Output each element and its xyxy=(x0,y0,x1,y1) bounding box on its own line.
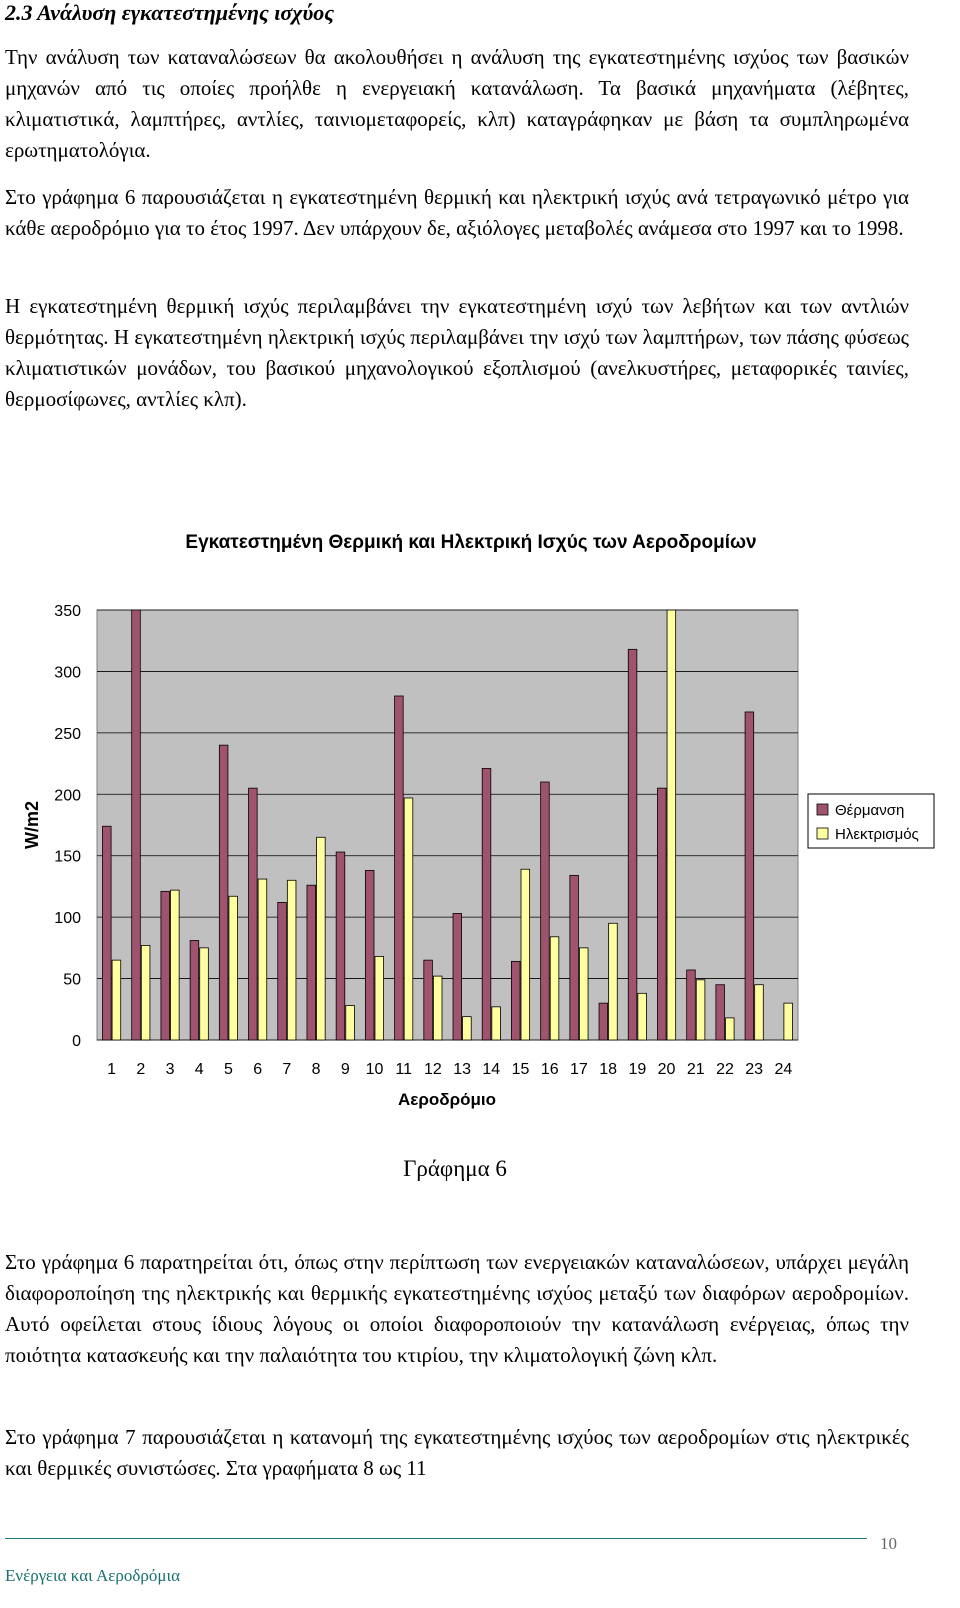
bar-electricity xyxy=(784,1003,793,1040)
bar-electricity xyxy=(492,1007,501,1040)
x-tick-label: 5 xyxy=(223,1061,233,1078)
x-tick-label: 8 xyxy=(311,1061,321,1078)
bar-heating xyxy=(161,891,170,1040)
x-tick-label: 16 xyxy=(540,1061,559,1078)
y-tick-label: 300 xyxy=(54,664,81,682)
bar-heating xyxy=(132,610,141,1040)
bar-electricity xyxy=(258,879,267,1040)
bar-electricity xyxy=(141,945,150,1040)
bar-electricity xyxy=(287,880,296,1040)
bar-heating xyxy=(219,745,228,1040)
bar-electricity xyxy=(521,869,530,1040)
x-tick-label: 15 xyxy=(511,1061,530,1078)
paragraph-observation: Στο γράφημα 6 παρατηρείται ότι, όπως στην περίπτωση των ενεργειακών καταναλώσεων, υπάρχει μεγάλη διαφοροποίηση της ηλεκτρικής και θερμικής εγκατεστημένης ισχύος μεταξύ των διαφόρων αεροδρομίων. Αυτό οφείλεται στους ίδιους λόγους οι οποίοι διαφοροποιούν την κατανάλωση ενέργειας, όπως την ποιότητα κατασκευής και την παλαιότητα του κτιρίου, την κλιματολογική ζώνη κλπ. xyxy=(5,1250,909,1367)
bar-heating xyxy=(511,961,520,1040)
bar-heating xyxy=(395,696,404,1040)
paragraph-intro: Την ανάλυση των καταναλώσεων θα ακολουθήσει η ανάλυση της εγκατεστημένης ισχύος των βασικών μηχανών από τις οποίες προήλθε η ενεργειακή κατανάλωση. Τα βασικά μηχανήματα (λέβητες, κλιματιστικά, λαμπτήρες, αντλίες, ταινιομεταφορείς, κλπ) καταγράφηκαν με βάση τα συμπληρωμένα ερωτηματολόγια. xyxy=(5,45,909,162)
x-tick-label: 19 xyxy=(628,1061,647,1078)
bar-electricity xyxy=(433,976,442,1040)
y-tick-label: 150 xyxy=(54,848,81,866)
bar-electricity xyxy=(463,1017,472,1040)
bar-electricity xyxy=(404,798,413,1040)
x-tick-label: 12 xyxy=(423,1061,442,1078)
x-tick-label: 10 xyxy=(365,1061,384,1078)
x-tick-label: 7 xyxy=(282,1061,292,1078)
bar-heating xyxy=(249,788,258,1040)
x-tick-label: 2 xyxy=(136,1061,146,1078)
paragraph-next-charts: Στο γράφημα 7 παρουσιάζεται η κατανομή της εγκατεστημένης ισχύος των αεροδρομίων στις ηλεκτρικές και θερμικές συνιστώσες. Στα γραφήματα 8 ως 11 xyxy=(5,1425,909,1480)
x-tick-label: 14 xyxy=(482,1061,501,1078)
bar-heating xyxy=(599,1003,608,1040)
chart-legend xyxy=(808,794,934,848)
installed-power-chart xyxy=(0,500,960,1120)
figure-caption: Γράφημα 6 xyxy=(403,1156,507,1181)
paragraph-definitions: Η εγκατεστημένη θερμική ισχύς περιλαμβάνει την εγκατεστημένη ισχύ των λεβήτων και των αντλιών θερμότητας. Η εγκατεστημένη ηλεκτρική ισχύς περιλαμβάνει την ισχύ των λαμπτήρων, των πάσης φύσεως κλιματιστικών μονάδων, του βασικού μηχανολογικού εξοπλισμού (ανελκυστήρες, μεταφορικές ταινίες, θερμοσίφωνες, αντλίες κλπ). xyxy=(5,294,909,411)
legend-label-heating: Θέρμανση xyxy=(835,802,905,819)
x-tick-label: 24 xyxy=(774,1061,793,1078)
bar-heating xyxy=(424,960,433,1040)
y-tick-label: 0 xyxy=(72,1033,81,1050)
x-tick-label: 21 xyxy=(686,1061,705,1078)
bar-heating xyxy=(687,970,696,1040)
bar-electricity xyxy=(171,890,180,1040)
y-tick-label: 250 xyxy=(54,725,81,743)
bar-heating xyxy=(482,768,491,1040)
x-tick-label: 1 xyxy=(107,1061,117,1078)
bar-heating xyxy=(570,875,579,1040)
bar-electricity xyxy=(317,837,326,1040)
chart-title: Εγκατεστημένη Θερμική και Ηλεκτρική Ισχύς των Αεροδρομίων xyxy=(185,532,757,553)
bar-electricity xyxy=(346,1006,355,1040)
bar-electricity xyxy=(755,985,764,1040)
x-tick-label: 18 xyxy=(599,1061,618,1078)
x-tick-label: 13 xyxy=(453,1061,472,1078)
x-tick-label: 11 xyxy=(395,1061,412,1078)
bar-electricity xyxy=(725,1018,734,1040)
x-tick-label: 20 xyxy=(657,1061,676,1078)
section-heading: 2.3 Ανάλυση εγκατεστημένης ισχύος xyxy=(5,0,335,25)
bar-heating xyxy=(307,885,316,1040)
y-axis-label: W/m2 xyxy=(22,800,42,850)
paragraph-chart-description: Στο γράφημα 6 παρουσιάζεται η εγκατεστημένη θερμική και ηλεκτρική ισχύς ανά τετραγωνικό μέτρο για κάθε αεροδρόμιο για το έτος 1997. Δεν υπάρχουν δε, αξιόλογες μεταβολές ανάμεσα στο 1997 και το 1998. xyxy=(5,185,909,240)
bar-electricity xyxy=(667,610,676,1040)
bar-electricity xyxy=(112,960,121,1040)
bar-electricity xyxy=(375,956,384,1040)
legend-swatch-electricity xyxy=(817,828,828,839)
legend-swatch-heating xyxy=(817,804,828,815)
bar-heating xyxy=(628,649,637,1040)
y-tick-label: 100 xyxy=(54,910,81,928)
footer-divider xyxy=(5,1538,867,1539)
bar-heating xyxy=(336,852,345,1040)
bar-heating xyxy=(103,826,112,1040)
bar-electricity xyxy=(696,980,705,1040)
footer-title: Ενέργεια και Αεροδρόμια xyxy=(5,1566,180,1585)
x-axis-ticks xyxy=(107,1061,792,1078)
legend-label-electricity: Ηλεκτρισμός xyxy=(835,826,919,843)
bar-heating xyxy=(745,712,754,1040)
x-tick-label: 9 xyxy=(340,1061,350,1078)
bar-heating xyxy=(365,870,374,1040)
bar-heating xyxy=(190,940,199,1040)
y-tick-label: 200 xyxy=(54,787,81,805)
x-tick-label: 22 xyxy=(716,1061,734,1078)
bar-heating xyxy=(716,985,725,1040)
x-tick-label: 23 xyxy=(745,1061,764,1078)
bar-heating xyxy=(657,788,666,1040)
x-tick-label: 6 xyxy=(253,1061,263,1078)
bar-electricity xyxy=(609,923,618,1040)
bar-heating xyxy=(453,913,462,1040)
bar-heating xyxy=(278,902,287,1040)
bar-electricity xyxy=(579,948,588,1040)
x-tick-label: 4 xyxy=(194,1061,204,1078)
bar-electricity xyxy=(550,937,559,1040)
x-tick-label: 17 xyxy=(570,1061,588,1078)
bar-electricity xyxy=(229,896,238,1040)
bar-electricity xyxy=(200,948,209,1040)
bar-electricity xyxy=(638,993,647,1040)
y-tick-label: 50 xyxy=(63,971,81,989)
y-axis-ticks xyxy=(54,603,81,1050)
x-tick-label: 3 xyxy=(165,1061,175,1078)
x-axis-label: Αεροδρόμιο xyxy=(398,1090,496,1109)
page-number: 10 xyxy=(880,1534,897,1553)
y-tick-label: 350 xyxy=(54,603,81,620)
bar-heating xyxy=(541,782,550,1040)
